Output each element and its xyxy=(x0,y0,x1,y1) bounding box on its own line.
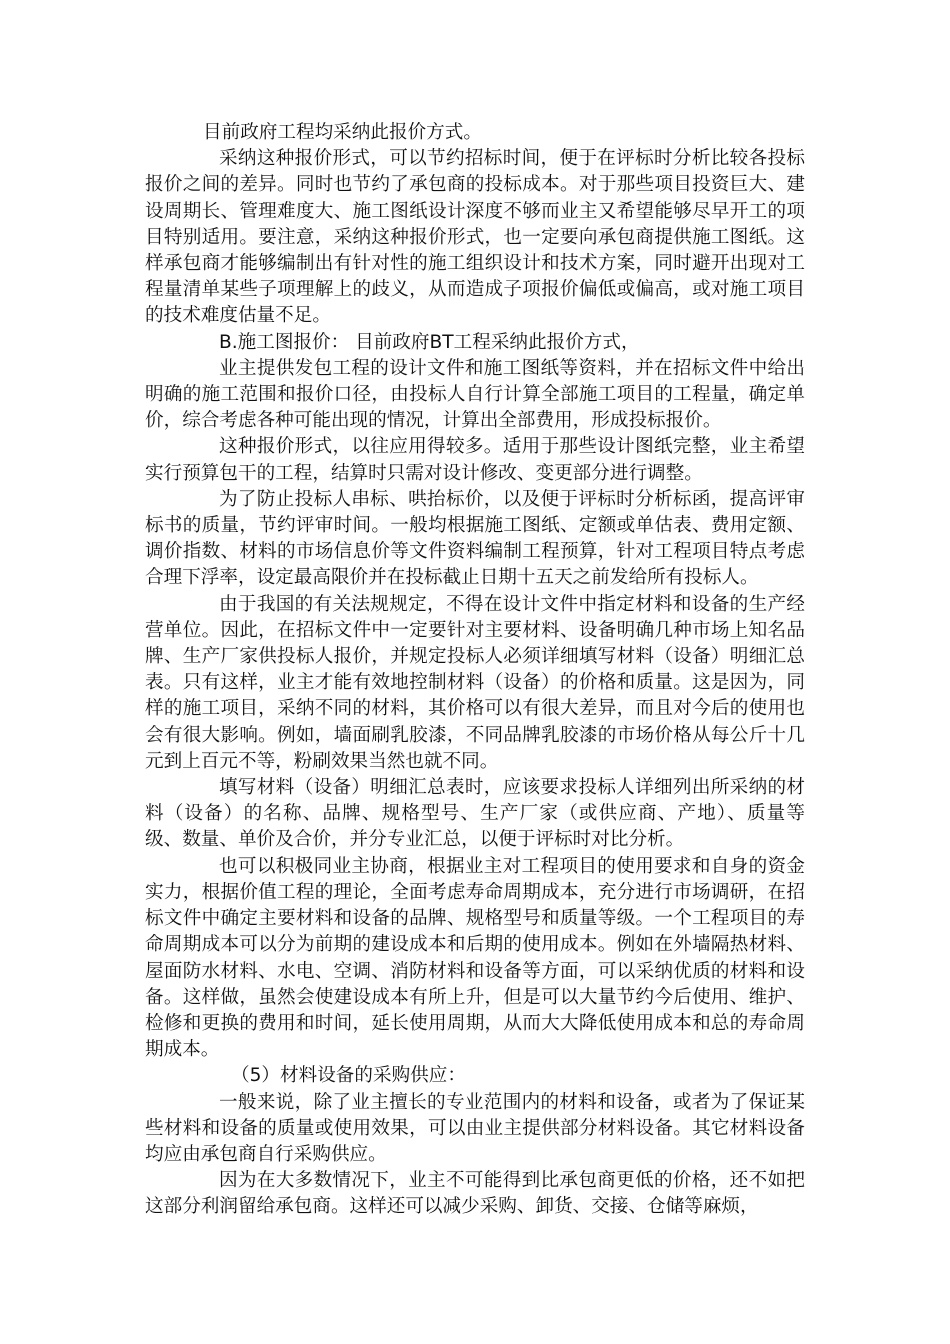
paragraph: 由于我国的有关法规规定，不得在设计文件中指定材料和设备的生产经营单位。因此，在招标文件中一定要针对主要材料、设备明确几种市场上知名品牌、生产厂家供投标人报价，并规定投标人必须详细填写材料（设备）明细汇总表。只有这样，业主才能有效地控制材料（设备）的价格和质量。这是因为，同样的施工项目，采纳不同的材料，其价格可以有很大差异，而且对今后的使用也会有很大影响。例如，墙面刷乳胶漆，不同品牌乳胶漆的市场价格从每公斤十几元到上百元不等，粉刷效果当然也就不同。 xyxy=(145,593,805,772)
paragraph: 业主提供发包工程的设计文件和施工图纸等资料，并在招标文件中给出明确的施工范围和报价口径，由投标人自行计算全部施工项目的工程量，确定单价，综合考虑各种可能出现的情况，计算出全部费用，形成投标报价。 xyxy=(145,357,805,432)
paragraph: 填写材料（设备）明细汇总表时，应该要求投标人详细列出所采纳的材料（设备）的名称、品牌、规格型号、生产厂家（或供应商、产地）、质量等级、数量、单价及合价，并分专业汇总，以便于评标时对比分析。 xyxy=(145,777,805,851)
paragraph: B.施工图报价： 目前政府BT工程采纳此报价方式， xyxy=(219,331,640,353)
paragraph: 为了防止投标人串标、哄抬标价，以及便于评标时分析标函，提高评审标书的质量，节约评审时间。一般均根据施工图纸、定额或单估表、费用定额、调价指数、材料的市场信息价等文件资料编制工程预算，针对工程项目特点考虑合理下浮率，设定最高限价并在投标截止日期十五天之前发给所有投标人。 xyxy=(145,488,805,589)
document-body xyxy=(145,120,805,1221)
paragraph: 一般来说，除了业主擅长的专业范围内的材料和设备，或者为了保证某些材料和设备的质量或使用效果，可以由业主提供部分材料设备。其它材料设备均应由承包商自行采购供应。 xyxy=(145,1091,805,1165)
section-heading: （5）材料设备的采购供应： xyxy=(231,1065,466,1087)
paragraph: 因为在大多数情况下，业主不可能得到比承包商更低的价格，还不如把这部分利润留给承包商。这样还可以减少采购、卸货、交接、仓储等麻烦， xyxy=(145,1170,805,1218)
paragraph: 也可以积极同业主协商，根据业主对工程项目的使用要求和自身的资金实力，根据价值工程的理论，全面考虑寿命周期成本，充分进行市场调研，在招标文件中确定主要材料和设备的品牌、规格型号和质量等级。一个工程项目的寿命周期成本可以分为前期的建设成本和后期的使用成本。例如在外墙隔热材料、屋面防水材料、水电、空调、消防材料和设备等方面，可以采纳优质的材料和设备。这样做，虽然会使建设成本有所上升，但是可以大量节约今后使用、维护、检修和更换的费用和时间，延长使用周期，从而大大降低使用成本和总的寿命周期成本。 xyxy=(145,855,805,1061)
paragraph: 采纳这种报价形式，可以节约招标时间，便于在评标时分析比较各投标报价之间的差异。同时也节约了承包商的投标成本。对于那些项目投资巨大、建设周期长、管理难度大、施工图纸设计深度不够而业主又希望能够尽早开工的项目特别适用。要注意，采纳这种报价形式，也一定要向承包商提供施工图纸。这样承包商才能够编制出有针对性的施工组织设计和技术方案，同时避开出现对工程量清单某些子项理解上的歧义，从而造成子项报价偏低或偏高，或对施工项目的技术难度估量不足。 xyxy=(145,148,805,327)
paragraph: 目前政府工程均采纳此报价方式。 xyxy=(203,122,482,143)
paragraph: 这种报价形式，以往应用得较多。适用于那些设计图纸完整，业主希望实行预算包干的工程，结算时只需对设计修改、变更部分进行调整。 xyxy=(145,436,805,484)
